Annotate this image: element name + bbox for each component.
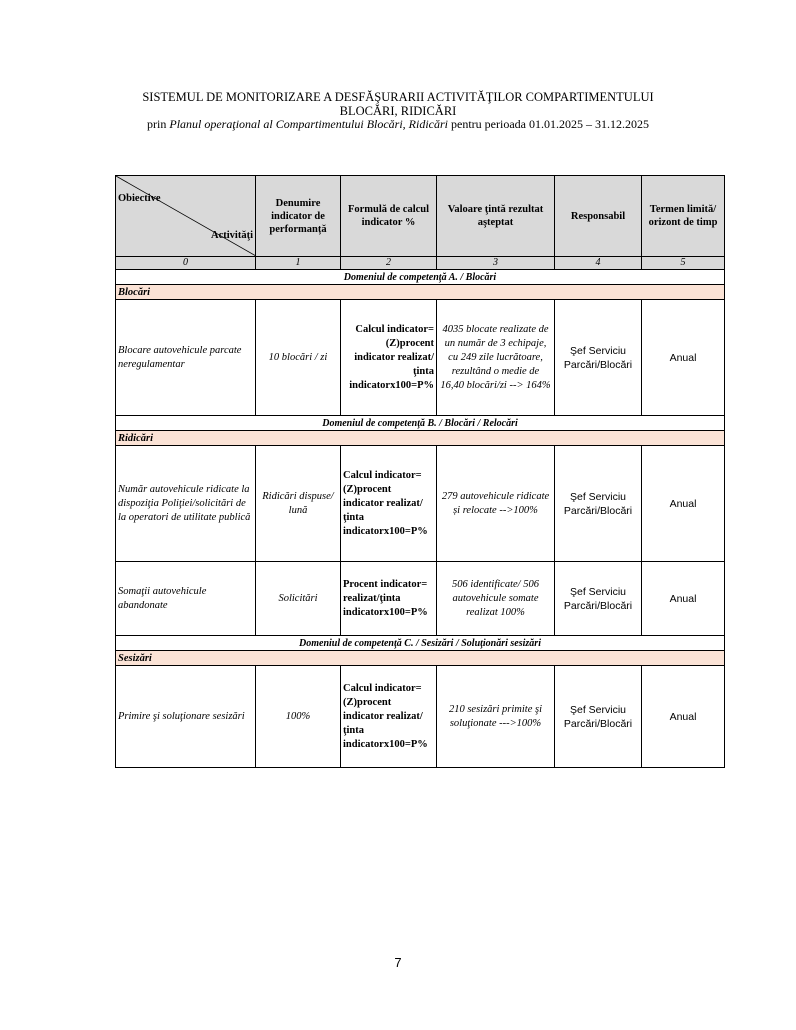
formula-cell: Calcul indicator= (Z)procent indicator realizat/ţinta indicatorx100=P% [341,300,437,416]
target-cell: 506 identificate/ 506 autovehicule somate realizat 100% [437,562,555,636]
table-row [116,562,725,636]
activity-cell: Număr autovehicule ridicate la dispoziţia Poliţiei/solicitări de la operatori de utilitate publică [116,446,256,562]
indicator-header: Denumire indicator de performanță [256,176,341,257]
indicator-cell: 100% [256,666,341,768]
column-number: 1 [256,257,341,270]
column-number: 3 [437,257,555,270]
column-number: 0 [116,257,256,270]
table-row [116,300,725,416]
page-number: 7 [394,955,402,970]
formula-cell: Calcul indicator= (Z)procent indicator realizat/ţinta indicatorx100=P% [341,446,437,562]
target-cell: 279 autovehicule ridicate și relocate -->100% [437,446,555,562]
document-title-line2: BLOCĂRI, RIDICĂRI [339,104,457,118]
deadline-cell: Anual [642,562,725,636]
responsible-cell: Şef Serviciu Parcări/Blocări [555,562,642,636]
section-row-ridicari [116,431,725,446]
formula-cell: Calcul indicator= (Z)procent indicator realizat/ţinta indicatorx100=P% [341,666,437,768]
deadline-cell: Anual [642,446,725,562]
subtitle-prefix: prin [147,117,170,131]
indicator-cell: 10 blocări / zi [256,300,341,416]
column-number: 2 [341,257,437,270]
activity-cell: Blocare autovehicule parcate neregulamentar [116,300,256,416]
section-row-blocari [116,285,725,300]
domain-row-a [116,270,725,285]
objectives-label: Obiective [118,193,161,204]
activities-label: Activităţi [211,230,253,241]
document-subtitle [0,117,796,131]
header-row [116,176,725,257]
target-cell: 4035 blocate realizate de un număr de 3 echipaje, cu 249 zile lucrătoare, rezultând o medie de 16,40 blocări/zi --> 164% [437,300,555,416]
deadline-cell: Anual [642,666,725,768]
domain-row-b [116,416,725,431]
activity-cell: Primire şi soluţionare sesizări [116,666,256,768]
diagonal-divider [116,176,256,256]
responsible-cell: Şef Serviciu Parcări/Blocări [555,666,642,768]
target-header: Valoare ţintă rezultat aşteptat [437,176,555,257]
deadline-header: Termen limită/ orizont de timp [642,176,725,257]
formula-header: Formulă de calcul indicator % [341,176,437,257]
column-number: 4 [555,257,642,270]
indicator-cell: Solicitări [256,562,341,636]
document-title-line1: SISTEMUL DE MONITORIZARE A DESFĂŞURARII ACTIVITĂŢILOR COMPARTIMENTULUI [142,90,654,104]
column-number: 5 [642,257,725,270]
column-number-row [116,257,725,270]
deadline-cell: Anual [642,300,725,416]
domain-row-c [116,636,725,651]
table-row [116,446,725,562]
subtitle-plan-name: Planul operaţional al Compartimentului Blocări, Ridicări [169,117,449,131]
section-c-label: Sesizări [116,651,725,666]
objectives-activities-header [116,176,256,257]
domain-b-label: Domeniul de competenţă B. / Blocări / Relocări [116,416,725,431]
section-row-sesizari [116,651,725,666]
domain-a-label: Domeniul de competenţă A. / Blocări [116,270,725,285]
activity-cell: Somaţii autovehicule abandonate [116,562,256,636]
responsible-header: Responsabil [555,176,642,257]
table-row [116,666,725,768]
section-a-label: Blocări [116,285,725,300]
target-cell: 210 sesizări primite şi soluţionate --->100% [437,666,555,768]
indicator-cell: Ridicări dispuse/ lună [256,446,341,562]
responsible-cell: Şef Serviciu Parcări/Blocări [555,446,642,562]
domain-c-label: Domeniul de competenţă C. / Sesizări / Soluţionări sesizări [116,636,725,651]
section-b-label: Ridicări [116,431,725,446]
subtitle-period: pentru perioada 01.01.2025 – 31.12.2025 [448,117,649,131]
monitoring-table [115,175,725,768]
responsible-cell: Şef Serviciu Parcări/Blocări [555,300,642,416]
formula-cell: Procent indicator= realizat/ţinta indicatorx100=P% [341,562,437,636]
